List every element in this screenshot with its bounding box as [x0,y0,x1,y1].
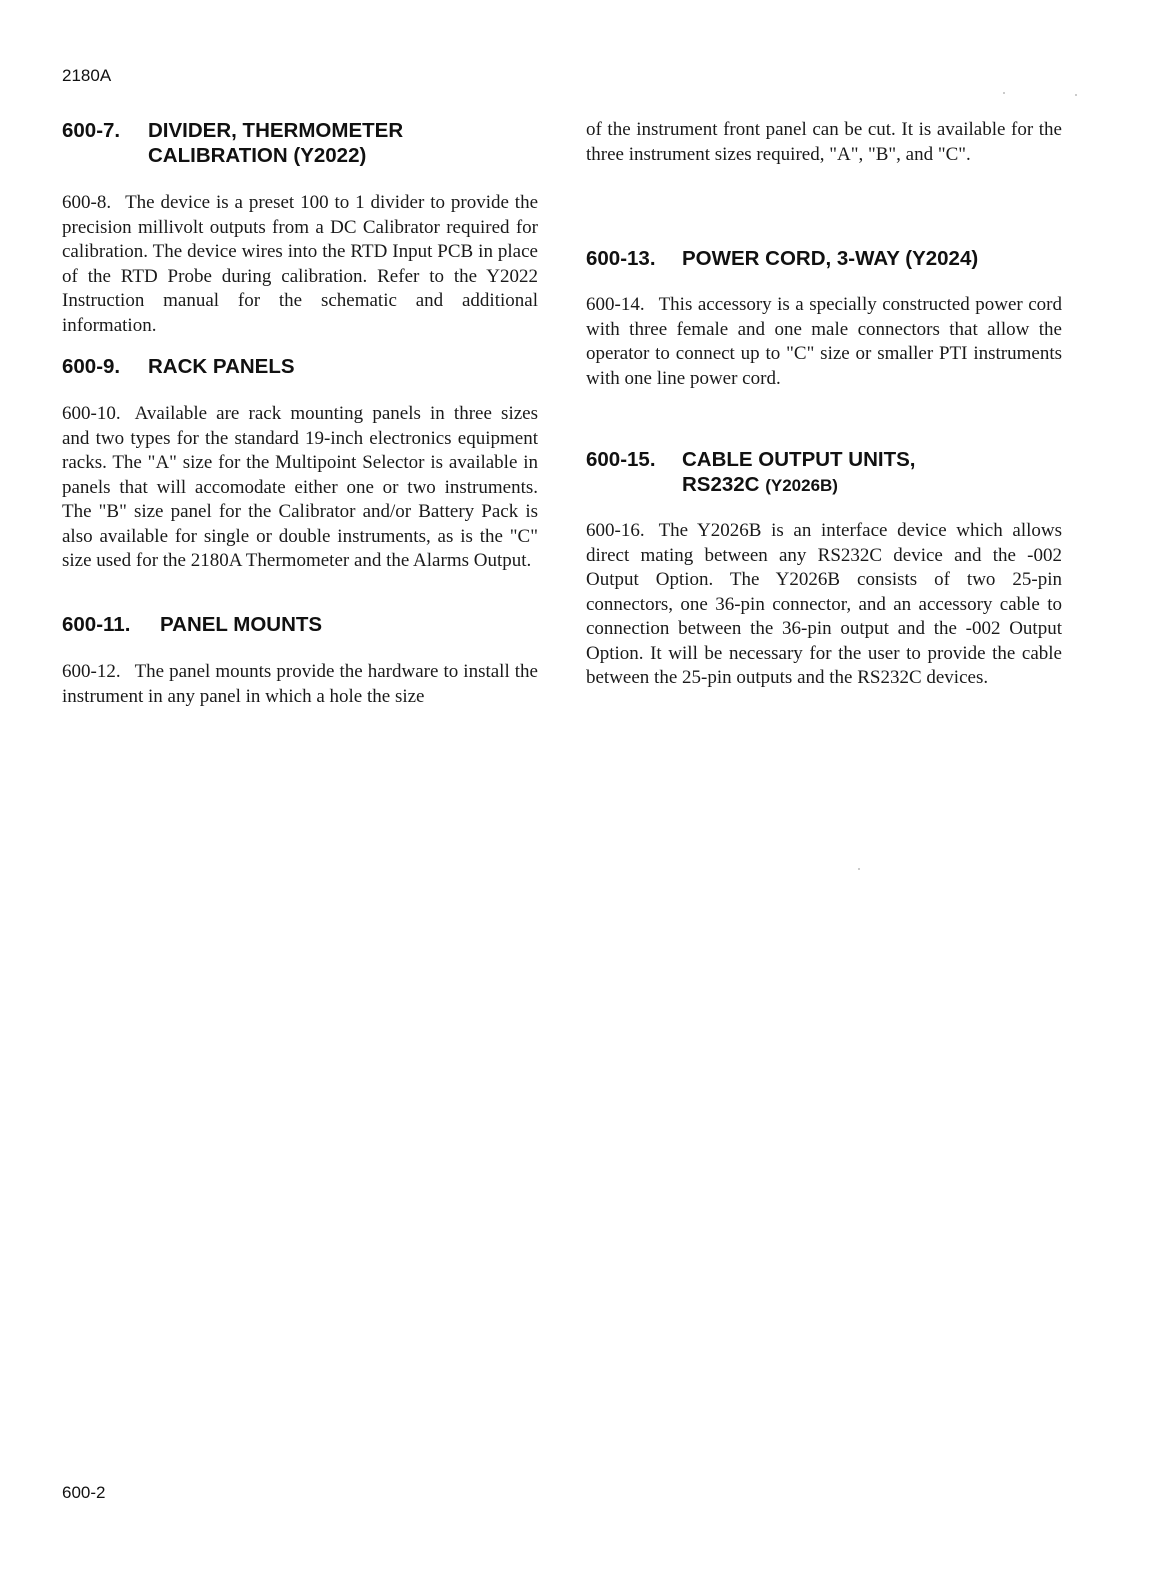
section-600-7 [62,118,538,168]
paragraph-600-12 [62,660,538,709]
section-heading [62,612,538,637]
paragraph-text: of the instrument front panel can be cut. It is available for the three instrument sizes required, "A", "B", and "C". [586,119,1062,165]
section-title: RACK PANELS [148,355,295,378]
paragraph-text: The Y2026B is an interface device which allows direct mating between any RS232C device and the -002 Output Option. The Y2026B consists of two 25-pin connectors, one 36-pin connector, and an accessory cable to connection between the 36-pin output and the -002 Output Option. It will be necessary for the user to provide the cable between the 25-pin outputs and the RS232C devices. [586,520,1062,688]
section-number: 600-15. [586,448,656,471]
section-title-model: (Y2026B) [765,476,838,495]
section-600-13 [586,246,1062,271]
section-600-11 [62,612,538,637]
scan-speck [1075,94,1077,96]
paragraph-text: The device is a preset 100 to 1 divider to provide the precision millivolt outputs from a DC Calibrator required for calibration. The device wires into the RTD Input PCB in place of the RTD Probe during calibration. Refer to the Y2022 Instruction manual for the schematic and additional information. [62,192,538,336]
page-number: 600-2 [62,1483,106,1502]
section-title: PANEL MOUNTS [160,613,323,636]
paragraph-number: 600-8. [62,192,112,213]
paragraph-number: 600-14. [586,294,645,315]
section-number: 600-13. [586,247,656,270]
section-title: POWER CORD, 3-WAY (Y2024) [682,247,979,270]
paragraph-600-10 [62,402,538,574]
section-title-line2: RS232C [682,473,760,496]
paragraph-number: 600-12. [62,661,121,682]
paragraph-text: The panel mounts provide the hardware to install the instrument in any panel in which a hole the size [62,661,538,707]
paragraph-600-16 [586,519,1062,691]
section-600-15 [586,447,1062,498]
section-heading [586,246,1062,271]
paragraph-600-14 [586,293,1062,391]
paragraph-number: 600-16. [586,520,645,541]
paragraph-text: Available are rack mounting panels in three sizes and two types for the standard 19-inch electronics equipment racks. The "A" size for the Multipoint Selector is available in panels that will accomodate either one or two instruments. The "B" size panel for the Calibrator and/or Battery Pack is also available for single or double instruments, as is the "C" size used for the 2180A Thermometer and the Alarms Output. [62,403,538,571]
section-600-9 [62,354,538,379]
section-heading [62,118,538,168]
section-title-line2: CALIBRATION (Y2022) [148,144,367,167]
scan-speck [1003,92,1005,94]
scan-speck [858,868,860,870]
section-number: 600-7. [62,119,121,142]
document-code: 2180A [62,66,112,85]
continued-paragraph [586,118,1062,167]
section-heading [62,354,538,379]
section-title-line1: DIVIDER, THERMOMETER [148,119,404,142]
paragraph-number: 600-10. [62,403,121,424]
section-title-line1: CABLE OUTPUT UNITS, [682,448,916,471]
paragraph-text: This accessory is a specially constructed power cord with three female and one male connectors that allow the operator to connect up to "C" size or smaller PTI instruments with one line power cord. [586,294,1062,389]
section-heading [586,447,1062,498]
section-number: 600-9. [62,355,121,378]
section-number: 600-11. [62,613,131,636]
paragraph-600-8 [62,191,538,338]
